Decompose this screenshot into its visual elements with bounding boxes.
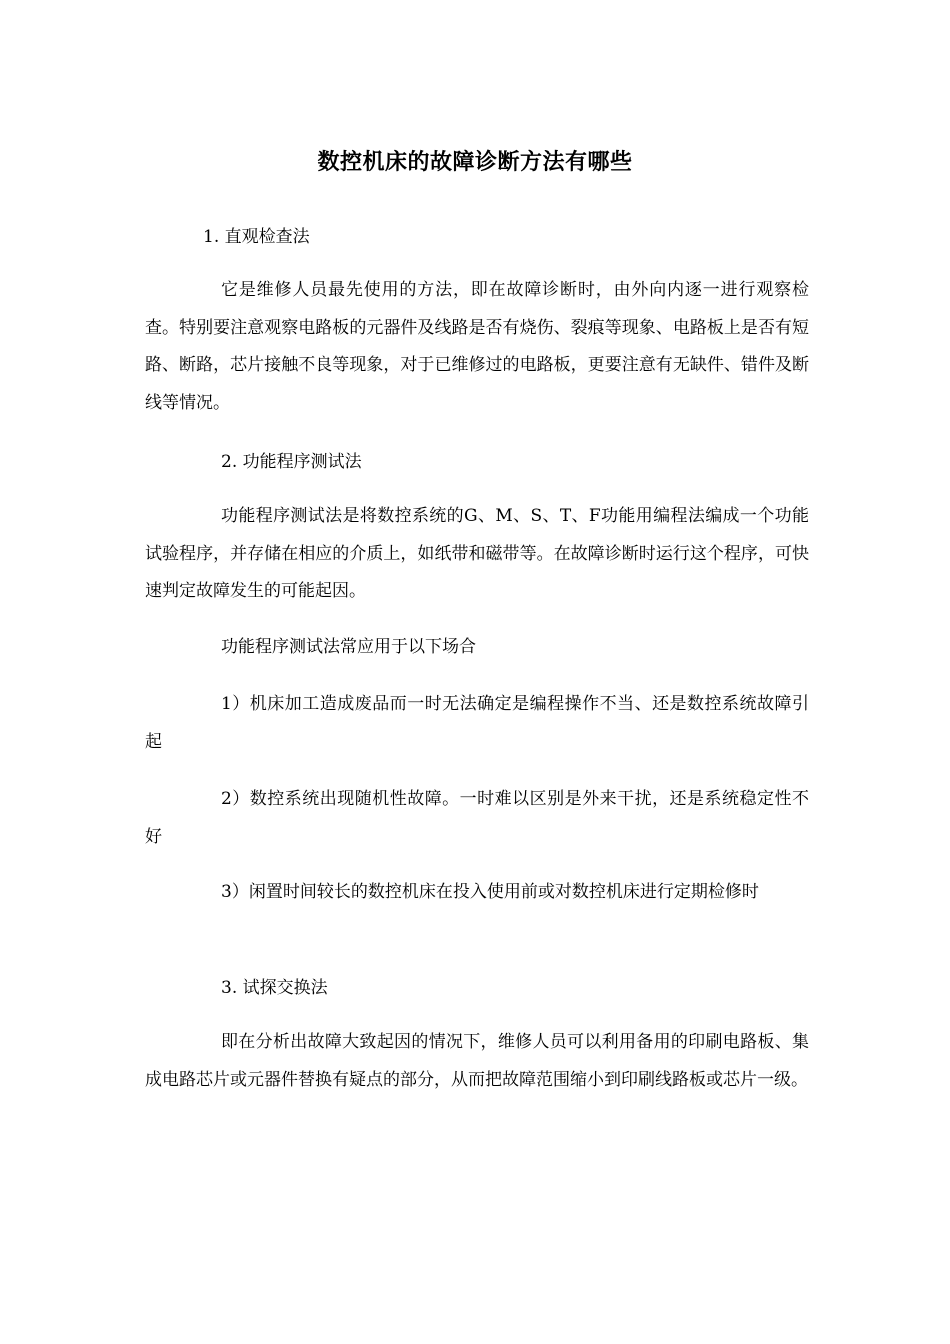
paragraph-2: 功能程序测试法是将数控系统的G、M、S、T、F功能用编程法编成一个功能试验程序，并存储在相应的介质上，如纸带和磁带等。在故障诊断时运行这个程序，可快速判定故障发生的可能起因。 — [145, 506, 809, 601]
document-title: 数控机床的故障诊断方法有哪些 — [317, 149, 633, 175]
section-heading-1: 1. 直观检查法 — [203, 227, 310, 247]
section-heading-3: 3. 试探交换法 — [221, 978, 328, 998]
paragraph-5: 2）数控系统出现随机性故障。一时难以区别是外来干扰，还是系统稳定性不好 — [145, 789, 809, 847]
paragraph-3: 功能程序测试法常应用于以下场合 — [221, 637, 476, 657]
paragraph-4: 1）机床加工造成废品而一时无法确定是编程操作不当、还是数控系统故障引起 — [145, 694, 809, 752]
paragraph-7: 即在分析出故障大致起因的情况下，维修人员可以利用备用的印刷电路板、集成电路芯片或元器件替换有疑点的部分，从而把故障范围缩小到印刷线路板或芯片一级。 — [145, 1032, 809, 1090]
paragraph-6: 3）闲置时间较长的数控机床在投入使用前或对数控机床进行定期检修时 — [221, 882, 759, 902]
section-heading-2: 2. 功能程序测试法 — [221, 452, 362, 472]
paragraph-1: 它是维修人员最先使用的方法，即在故障诊断时，由外向内逐一进行观察检查。特别要注意观察电路板的元器件及线路是否有烧伤、裂痕等现象、电路板上是否有短路、断路，芯片接触不良等现象，对于已维修过的电路板，更要注意有无缺件、错件及断线等情况。 — [145, 280, 809, 413]
